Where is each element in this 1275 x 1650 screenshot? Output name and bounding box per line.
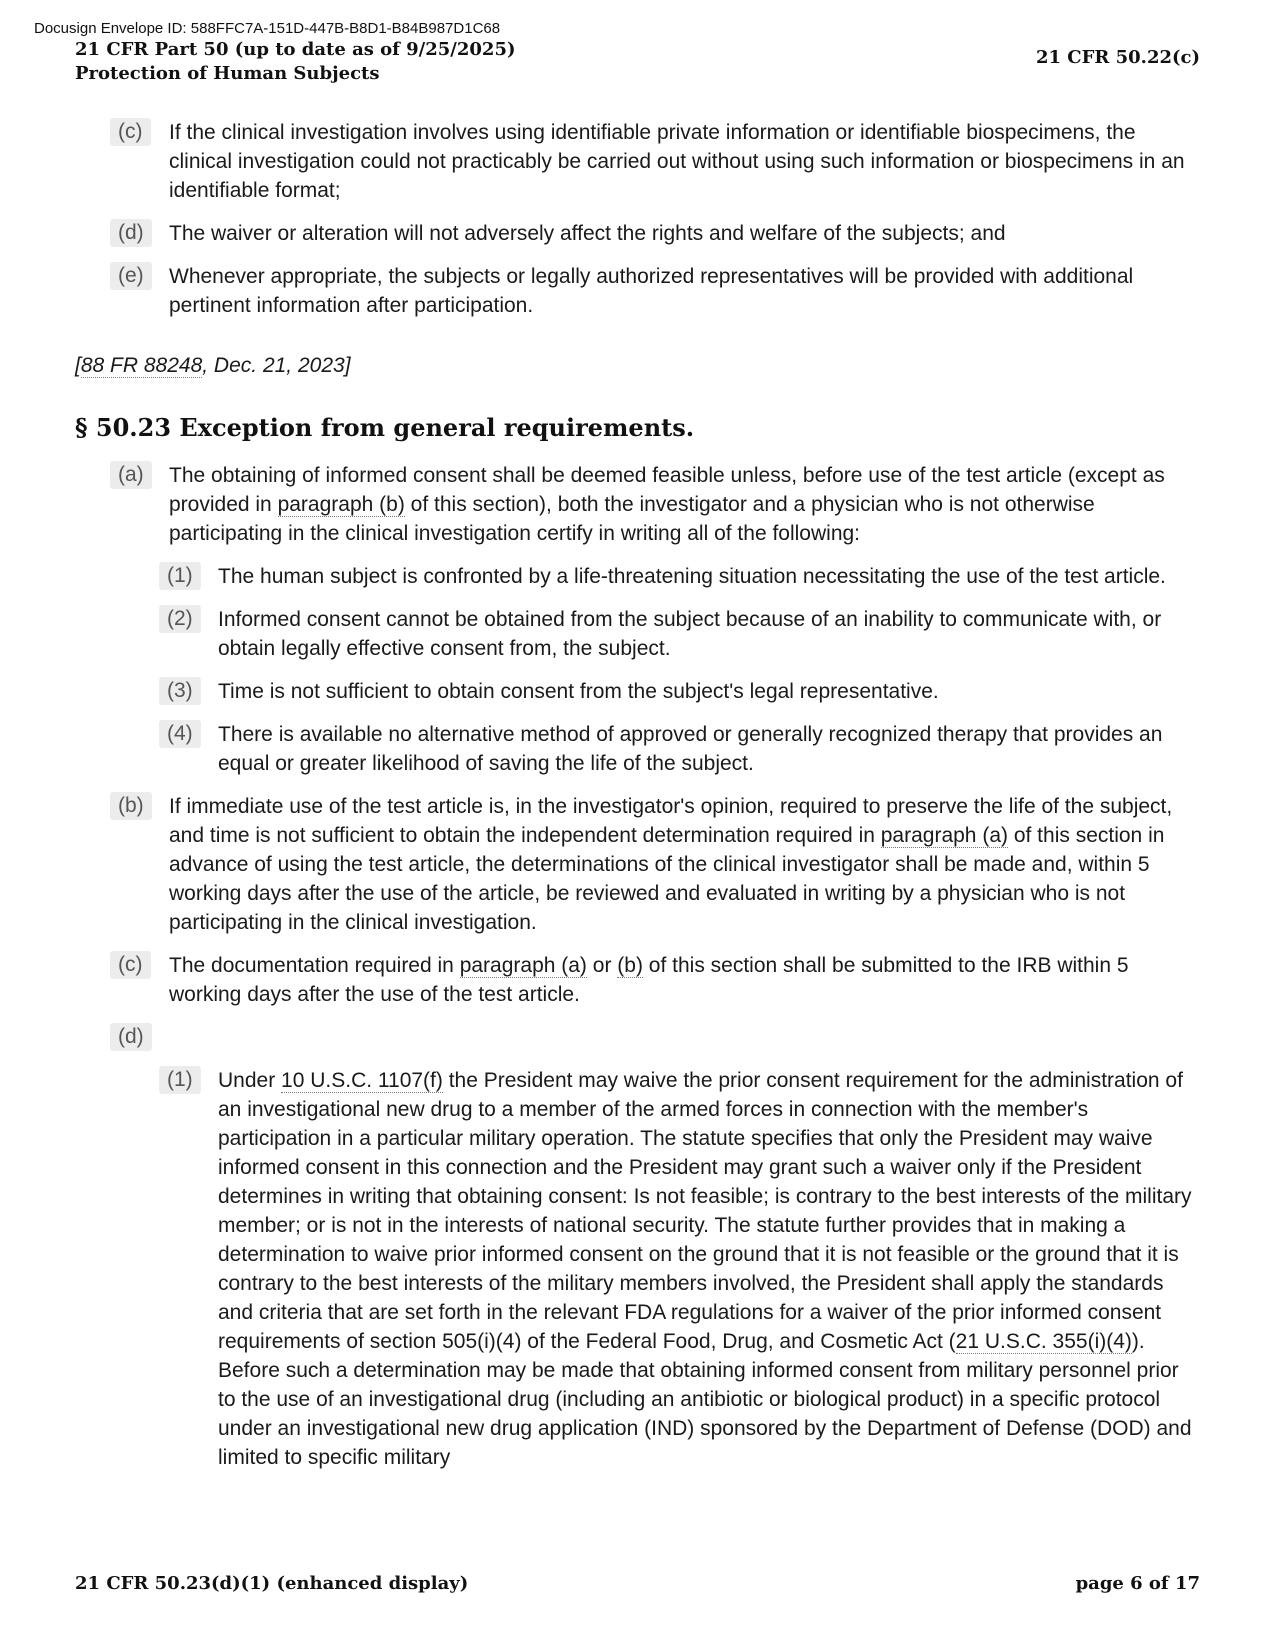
paragraph-text: Whenever appropriate, the subjects or legally authorized representatives will be provided with additional pertinent information after participation. xyxy=(169,265,1134,317)
paragraph-text: If immediate use of the test article is, in the investigator's opinion, required to preserve the life of the subject, and time is not sufficient to obtain the independent determination required in paragraph (a) of this section in advance of using the test article, the determinations of the clinical investigator shall be made and, within 5 working days after the use of the article, be reviewed and evaluated in writing by a physician who is not participating in the clinical investigation. xyxy=(169,795,1173,934)
paragraph-label: (4) xyxy=(159,720,201,748)
usc-1107f-link[interactable]: 10 U.S.C. 1107(f) xyxy=(281,1069,443,1092)
citation-link[interactable]: 88 FR 88248 xyxy=(80,354,203,377)
paragraph-label: (d) xyxy=(110,1023,152,1051)
paragraph-text: Informed consent cannot be obtained from the subject because of an inability to communicate with, or obtain legally effective consent from, the subject. xyxy=(218,608,1162,660)
paragraph-label: (3) xyxy=(159,677,201,705)
footer-section-ref: 21 CFR 50.23(d)(1) (enhanced display) xyxy=(75,1573,469,1594)
paragraph-b-link[interactable]: (b) xyxy=(617,954,643,977)
paragraph-50-23-a-1 xyxy=(159,562,1200,591)
document-header xyxy=(75,38,515,86)
paragraph-text: The waiver or alteration will not adversely affect the rights and welfare of the subjects; and xyxy=(169,222,1006,245)
paragraph-label: (1) xyxy=(159,1066,201,1094)
paragraph-text: If the clinical investigation involves using identifiable private information or identifiable biospecimens, the clinical investigation could not practicably be carried out without using such information or biospecimens in an identifiable format; xyxy=(169,121,1185,202)
paragraph-text: Time is not sufficient to obtain consent from the subject's legal representative. xyxy=(218,680,939,703)
paragraph-a-link[interactable]: paragraph (a) xyxy=(880,824,1008,847)
paragraph-text: The human subject is confronted by a life-threatening situation necessitating the use of the test article. xyxy=(218,565,1166,588)
citation: [88 FR 88248, Dec. 21, 2023] xyxy=(75,354,351,377)
docusign-envelope-id: Docusign Envelope ID: 588FFC7A-151D-447B-B8D1-B84B987D1C68 xyxy=(34,20,501,37)
paragraph-label: (1) xyxy=(159,562,201,590)
paragraph-label: (a) xyxy=(110,461,152,489)
paragraph-label: (b) xyxy=(110,792,152,820)
header-title: 21 CFR Part 50 (up to date as of 9/25/2025) xyxy=(75,39,516,60)
paragraph-label: (2) xyxy=(159,605,201,633)
paragraph-50-22-e xyxy=(110,262,1200,320)
paragraph-50-22-c xyxy=(110,118,1200,205)
paragraph-b-link[interactable]: paragraph (b) xyxy=(277,493,405,516)
paragraph-label: (e) xyxy=(110,262,152,290)
paragraph-label: (d) xyxy=(110,219,152,247)
paragraph-50-23-a-2 xyxy=(159,605,1200,663)
paragraph-text: Under 10 U.S.C. 1107(f) the President may waive the prior consent requirement for the administration of an investigational new drug to a member of the armed forces in connection with the member's participation in a particular military operation. The statute specifies that only the President may waive informed consent in this connection and the President may grant such a waiver only if the President determines in writing that obtaining consent: Is not feasible; is contrary to the best interests of the military member; or is not in the interests of national security. The statute further provides that in making a determination to waive prior informed consent on the ground that it is not feasible or the ground that it is contrary to the best interests of the military members involved, the President shall apply the standards and criteria that are set forth in the relevant FDA regulations for a waiver of the prior informed consent requirements of section 505(i)(4) of the Federal Food, Drug, and Cosmetic Act (21 U.S.C. 355(i)(4)). Before such a determination may be made that obtaining informed consent from military personnel prior to the use of an investigational drug (including an antibiotic or biological product) in a specific protocol under an investigational new drug application (IND) sponsored by the Department of Defense (DOD) and limited to specific military xyxy=(218,1069,1192,1469)
paragraph-50-23-d-1 xyxy=(159,1066,1200,1472)
paragraph-50-22-d xyxy=(110,219,1200,248)
paragraph-50-23-d xyxy=(110,1023,1200,1052)
paragraph-text: There is available no alternative method of approved or generally recognized therapy that provides an equal or greater likelihood of saving the life of the subject. xyxy=(218,723,1163,775)
paragraph-50-23-a-4 xyxy=(159,720,1200,778)
paragraph-label: (c) xyxy=(110,951,151,979)
page-number: page 6 of 17 xyxy=(1075,1573,1200,1594)
paragraph-a-link[interactable]: paragraph (a) xyxy=(459,954,587,977)
paragraph-50-23-b xyxy=(110,792,1200,937)
usc-355-link[interactable]: 21 U.S.C. 355(i)(4) xyxy=(955,1330,1132,1353)
paragraph-50-23-c xyxy=(110,951,1200,1009)
header-subtitle: Protection of Human Subjects xyxy=(75,63,380,84)
header-section-ref: 21 CFR 50.22(c) xyxy=(1035,47,1200,68)
paragraph-50-23-a-3 xyxy=(159,677,1200,706)
paragraph-label: (c) xyxy=(110,118,151,146)
section-title: § 50.23 Exception from general requirements. xyxy=(75,413,695,442)
paragraph-text: The documentation required in paragraph (a) or (b) of this section shall be submitted to the IRB within 5 working days after the use of the test article. xyxy=(169,954,1129,1006)
paragraph-text: The obtaining of informed consent shall be deemed feasible unless, before use of the test article (except as provided in paragraph (b) of this section), both the investigator and a physician who is not otherwise participating in the clinical investigation certify in writing all of the following: xyxy=(169,464,1165,545)
document-body xyxy=(75,118,1200,1486)
paragraph-50-23-a xyxy=(110,461,1200,548)
